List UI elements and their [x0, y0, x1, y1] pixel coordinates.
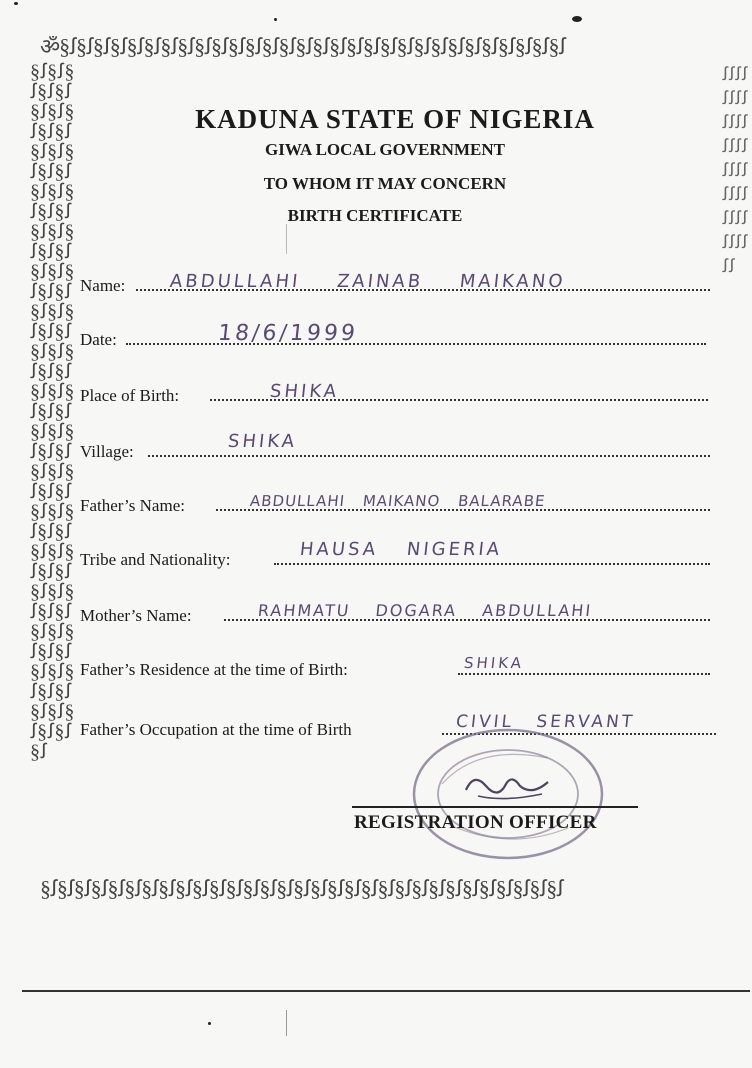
decorative-border-left: §ꭍ§ꭍ§ꭍ§ꭍ§ꭍ§ꭍ§ꭍ§ꭍ§ꭍ§ꭍ§ꭍ§ꭍ§ꭍ§ꭍ§ꭍ§ꭍ§ꭍ§ꭍ§ꭍ§ꭍ§ꭍ§ꭍ§ꭍ§ꭍ§ꭍ§ꭍ§ꭍ§ꭍ§ꭍ§ꭍ§ꭍ§ꭍ§ꭍ§ꭍ§ꭍ§ꭍ§ꭍ§ꭍ§ꭍ§ꭍ§ꭍ§ꭍ§ꭍ§ꭍ§ꭍ§ꭍ§ꭍ§ꭍ§ꭍ§ꭍ§ꭍ§ꭍ§ꭍ§ꭍ§ꭍ§ꭍ§ꭍ§ꭍ§ꭍ§ꭍ§ꭍ§ꭍ§ꭍ§ꭍ§ꭍ§ꭍ§ꭍ§ꭍ§ꭍ§ꭍ§ꭍ§ꭍ§ꭍ§ꭍ§ꭍ§ꭍ§ꭍ§ꭍ§ꭍ§ꭍ§ꭍ§ꭍ§ꭍ§ꭍ§ꭍ§ꭍ — [30, 62, 75, 763]
signature-line — [352, 806, 638, 808]
father-name-label: Father’s Name: — [80, 496, 185, 515]
tribe-nationality-field — [80, 540, 710, 570]
decorative-border-bottom: §ꭍ§ꭍ§ꭍ§ꭍ§ꭍ§ꭍ§ꭍ§ꭍ§ꭍ§ꭍ§ꭍ§ꭍ§ꭍ§ꭍ§ꭍ§ꭍ§ꭍ§ꭍ§ꭍ§ꭍ§ꭍ§ꭍ§ꭍ§ꭍ§ꭍ§ꭍ§ꭍ§ꭍ§ꭍ§ꭍ§ꭍ — [40, 878, 564, 901]
father-occupation-value: CIVIL SERVANT — [454, 712, 637, 732]
dotted-line — [458, 673, 710, 675]
dotted-line — [148, 455, 710, 457]
scan-speck — [14, 2, 18, 5]
to-whom-heading: TO WHOM IT MAY CONCERN — [263, 174, 507, 193]
village-value: SHIKA — [226, 431, 299, 452]
dotted-line — [126, 343, 706, 345]
decorative-border-top: ॐ§ꭍ§ꭍ§ꭍ§ꭍ§ꭍ§ꭍ§ꭍ§ꭍ§ꭍ§ꭍ§ꭍ§ꭍ§ꭍ§ꭍ§ꭍ§ꭍ§ꭍ§ꭍ§ꭍ§ꭍ§ꭍ§ꭍ§ꭍ§ꭍ§ꭍ§ꭍ§ꭍ§ꭍ§ꭍ§ꭍ — [40, 36, 566, 59]
father-residence-field — [80, 650, 710, 680]
date-label: Date: — [80, 330, 117, 349]
signature-scribble — [466, 779, 548, 792]
name-value: ABDULLAHI ZAINAB MAIKANO — [168, 271, 567, 292]
father-occupation-field — [80, 710, 716, 740]
father-occupation-label: Father’s Occupation at the time of Birth — [80, 720, 352, 739]
fold-mark — [286, 224, 287, 254]
father-residence-label: Father’s Residence at the time of Birth: — [80, 660, 348, 679]
scan-speck — [274, 18, 277, 21]
village-label: Village: — [80, 442, 134, 461]
father-name-field — [80, 486, 710, 516]
decorative-border-right: ꭍꭍꭍꭍꭍꭍꭍꭍꭍꭍꭍꭍꭍꭍꭍꭍꭍꭍꭍꭍꭍꭍꭍꭍꭍꭍꭍꭍꭍꭍꭍꭍꭍꭍ — [722, 64, 748, 276]
father-name-value: ABDULLAHI MAIKANO BALARABE — [249, 492, 547, 510]
registration-officer-label: REGISTRATION OFFICER — [354, 812, 597, 833]
place-of-birth-label: Place of Birth: — [80, 386, 180, 405]
father-residence-value: SHIKA — [463, 654, 526, 672]
place-of-birth-value: SHIKA — [268, 381, 341, 402]
date-value: 18/6/1999 — [216, 321, 360, 346]
scan-speck — [208, 1022, 211, 1025]
place-of-birth-field — [80, 376, 708, 406]
name-field — [80, 266, 710, 296]
mother-name-label: Mother’s Name: — [80, 606, 192, 625]
document-title: KADUNA STATE OF NIGERIA — [195, 104, 595, 134]
date-field — [80, 320, 706, 350]
official-stamp — [408, 724, 608, 864]
certificate-heading: BIRTH CERTIFICATE — [287, 206, 463, 225]
village-field — [80, 432, 710, 462]
tribe-nationality-label: Tribe and Nationality: — [80, 550, 231, 569]
tribe-nationality-value: HAUSA NIGERIA — [298, 539, 504, 560]
scan-edge-line — [22, 990, 750, 992]
mother-name-value: RAHMATU DOGARA ABDULLAHI — [257, 601, 594, 620]
scan-speck — [572, 16, 582, 22]
mother-name-field — [80, 596, 710, 626]
fold-mark — [286, 1010, 287, 1036]
name-label: Name: — [80, 276, 126, 295]
dotted-line — [274, 563, 710, 565]
local-government-heading: GIWA LOCAL GOVERNMENT — [265, 140, 505, 159]
